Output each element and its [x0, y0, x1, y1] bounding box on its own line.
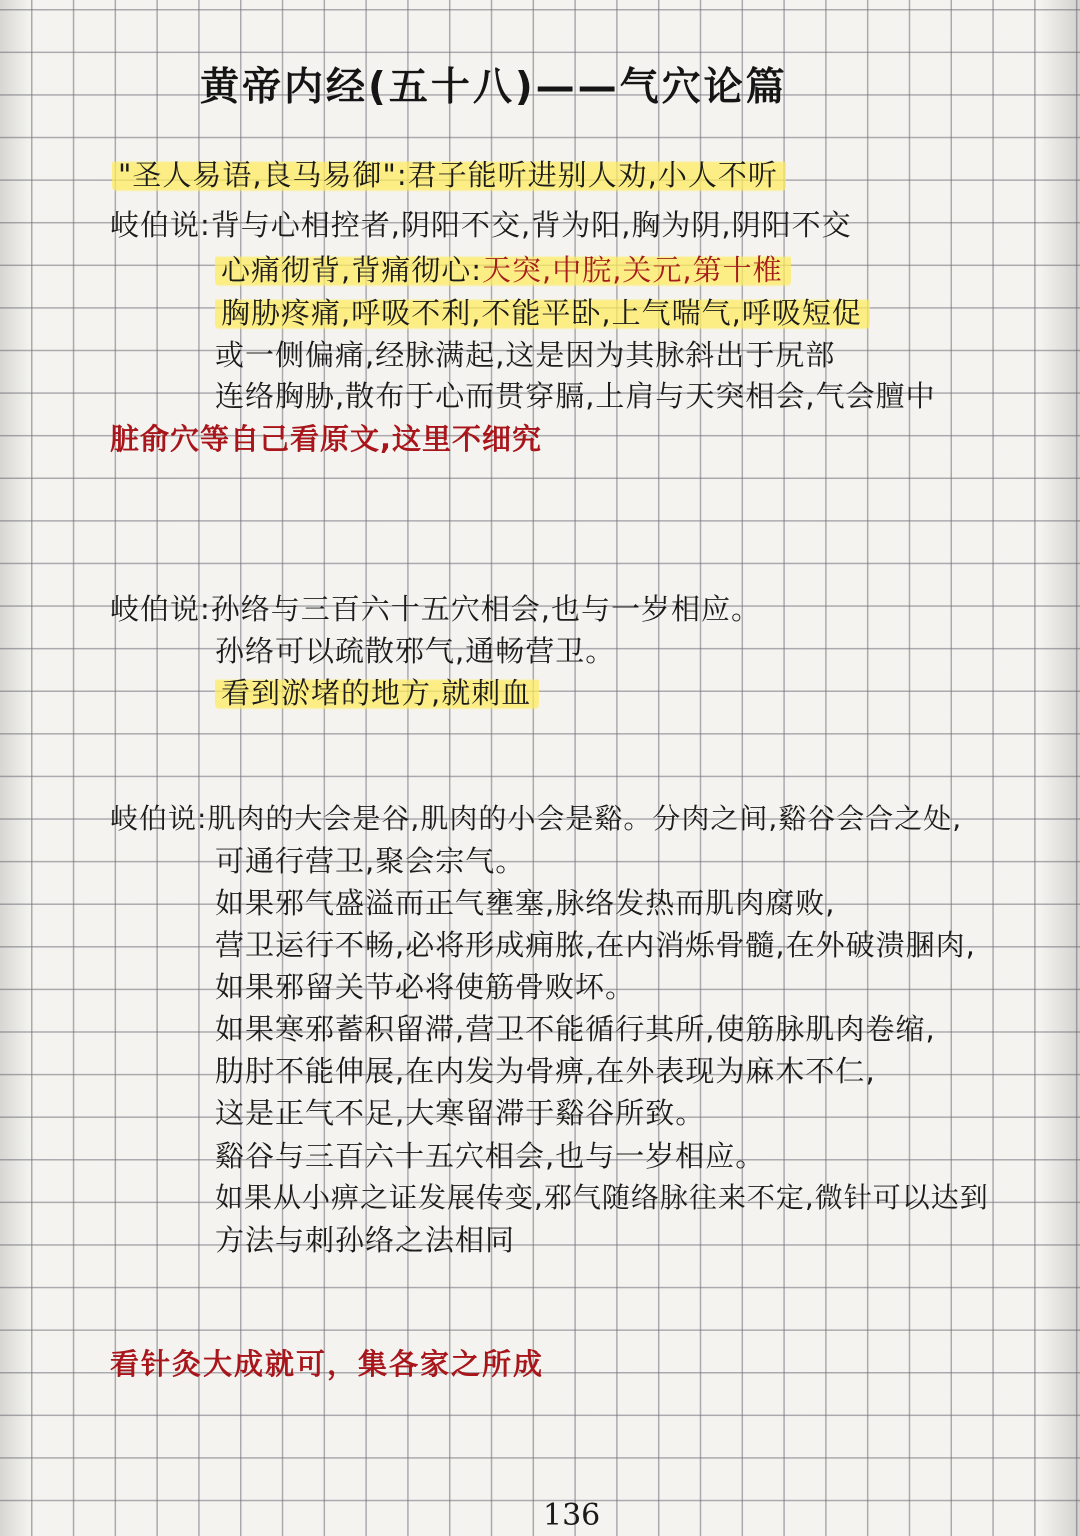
section3-line6: 如果寒邪蓄积留滞,营卫不能循行其所,使筋脉肌肉卷缩, [215, 1012, 936, 1046]
page-number: 136 [543, 1498, 601, 1533]
section2-line1: 岐伯说:孙络与三百六十五穴相会,也与一岁相应。 [110, 592, 761, 626]
section3-line10: 如果从小痹之证发展传变,邪气随络脉往来不定,微针可以达到 [215, 1181, 989, 1214]
section1-note: 脏俞穴等自己看原文,这里不细究 [110, 422, 543, 456]
section1-line2 [215, 251, 791, 289]
page-title: 黄帝内经(五十八)——气穴论篇 [200, 65, 788, 110]
section3-line3: 如果邪气盛溢而正气壅塞,脉络发热而肌肉腐败, [215, 886, 836, 920]
acupoint-list: 天突,中脘,关元,第十椎 [482, 253, 783, 287]
section2-line3-highlight: 看到淤堵的地方,就刺血 [215, 676, 539, 710]
page-edge-shadow [0, 0, 30, 1536]
section3-line5: 如果邪留关节必将使筋骨败坏。 [215, 970, 636, 1004]
section1-line4: 或一侧偏痛,经脉满起,这是因为其脉斜出于尻部 [215, 338, 836, 372]
section3-line2: 可通行营卫,聚会宗气。 [215, 844, 526, 878]
section3-line7: 肋肘不能伸展,在内发为骨痹,在外表现为麻木不仁, [215, 1054, 876, 1088]
section3-line8: 这是正气不足,大寒留滞于谿谷所致。 [215, 1096, 706, 1130]
section2-line3 [215, 674, 539, 712]
page-edge-shadow-right [1040, 0, 1080, 1536]
section1-line3-highlight: 胸胁疼痛,呼吸不利,不能平卧,上气喘气,呼吸短促 [215, 296, 870, 330]
section1-line2-text: 心痛彻背,背痛彻心: [221, 253, 482, 287]
section3-line11: 方法与刺孙络之法相同 [215, 1223, 516, 1257]
section1-line5: 连络胸胁,散布于心而贯穿膈,上肩与天突相会,气会膻中 [215, 379, 936, 413]
section3-line9: 谿谷与三百六十五穴相会,也与一岁相应。 [215, 1139, 766, 1173]
section1-line1: 岐伯说:背与心相控者,阴阳不交,背为阳,胸为阴,阴阳不交 [110, 208, 852, 242]
quote-line [112, 156, 786, 194]
section2-line2: 孙络可以疏散邪气,通畅营卫。 [215, 634, 616, 668]
section1-line2-highlight [215, 253, 791, 287]
section1-line3 [215, 294, 870, 332]
footer-note: 看针灸大成就可，集各家之所成 [110, 1347, 545, 1381]
quote-highlight: "圣人易语,良马易御":君子能听进别人劝,小人不听 [112, 158, 786, 192]
section3-line4: 营卫运行不畅,必将形成痈脓,在内消烁骨髓,在外破溃䐃肉, [215, 928, 976, 962]
section3-line1: 岐伯说:肌肉的大会是谷,肌肉的小会是谿。分肉之间,谿谷会合之处, [110, 802, 963, 835]
